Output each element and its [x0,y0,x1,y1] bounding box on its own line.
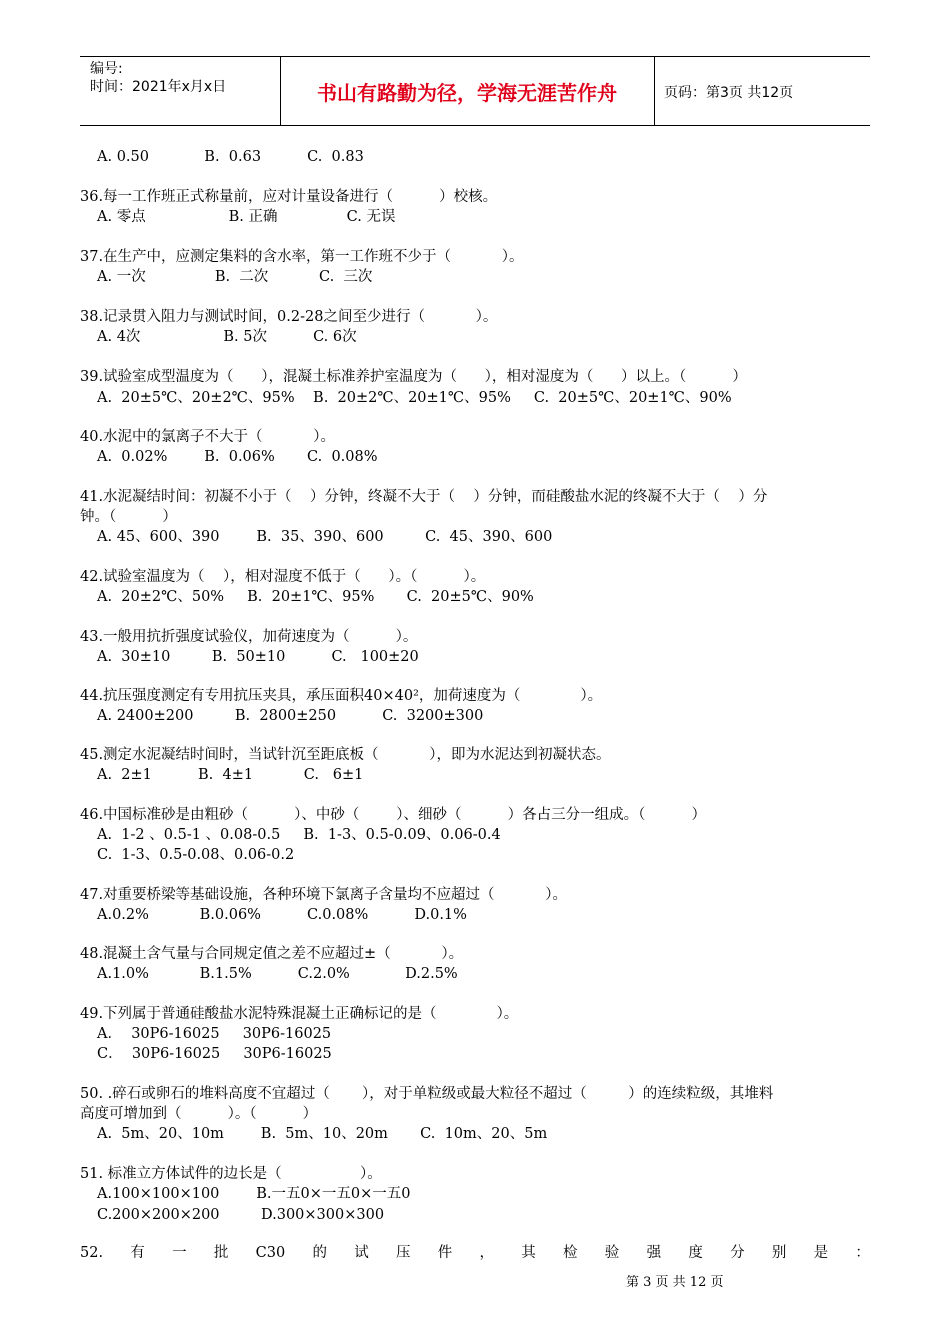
option-line: C.200×200×200 D.300×300×300 [97,1207,385,1223]
question-line: 49.下列属于普通硅酸盐水泥特殊混凝土正确标记的是（ ）。 [80,1006,519,1022]
question-line: 48.混凝土含气量与合同规定值之差不应超过±（ ）。 [80,946,464,962]
question-line: 36.每一工作班正式称量前，应对计量设备进行（ ）校核。 [80,189,498,205]
question-line: 39.试验室成型温度为（ ），混凝土标准养护室温度为（ ），相对湿度为（ ）以上。（ ） [80,369,747,385]
page-header [80,56,870,126]
option-line: A. 0.02% B. 0.06% C. 0.08% [97,449,378,465]
question-52-token: 一 [172,1245,187,1261]
question-line: 钟。（ ） [80,509,177,525]
option-line: A.0.2% B.0.06% C.0.08% D.0.1% [97,907,467,923]
question-line: 47.对重要桥梁等基础设施，各种环境下氯离子含量均不应超过（ ）。 [80,887,568,903]
question-line: 51. 标准立方体试件的边长是（ ）。 [80,1166,382,1182]
question-52-token: ， [479,1245,494,1261]
question-line: 38.记录贯入阻力与测试时间，0.2-28之间至少进行（ ）。 [80,309,498,325]
option-line: A. 45、600、390 B. 35、390、600 C. 45、390、600 [97,529,553,545]
number-label: 编号: [90,61,123,77]
option-line: A. 0.50 B. 0.63 C. 0.83 [97,149,364,165]
question-52-token: 分 [730,1245,745,1261]
option-line: A. 2±1 B. 4±1 C. 6±1 [97,767,364,783]
question-52-token: 强 [646,1245,662,1261]
question-52-token: 检 [563,1245,578,1261]
header-page-info: 页码：第3页 共12页 [664,85,794,101]
option-line: A. 4次 B. 5次 C. 6次 [97,329,357,345]
question-line: 46.中国标准砂是由粗砂（ ）、中砂（ ）、细砂（ ）各占三分一组成。（ ） [80,807,706,823]
question-52-token: 批 [213,1245,229,1261]
question-52-token: 其 [521,1245,536,1261]
question-line: 45.测定水泥凝结时间时，当试针沉至距底板（ ），即为水泥达到初凝状态。 [80,747,611,763]
option-line: C． 30P6-16025 30P6-16025 [97,1046,332,1062]
option-line: A. 5m、20、10m B. 5m、10、20m C. 10m、20、5m [97,1126,548,1142]
option-line: A. 零点 B. 正确 C. 无误 [97,209,396,225]
question-52-token: 别 [771,1245,787,1261]
question-line: 44.抗压强度测定有专用抗压夹具，承压面积40×40²，加荷速度为（ ）。 [80,688,603,704]
option-line: A. 30±10 B. 50±10 C. 100±20 [97,649,419,665]
question-52-token: 试 [354,1245,369,1261]
option-line: A.100×100×100 B.一五0×一五0×一五0 [97,1186,411,1202]
question-52-token: C30 [255,1245,286,1261]
option-line: A. 2400±200 B. 2800±250 C. 3200±300 [97,708,484,724]
page-footer: 第 3 页 共 12 页 [626,1275,724,1290]
question-line: 高度可增加到（ ）。（ ） [80,1106,318,1122]
question-52-token: 52. [80,1245,104,1261]
question-52-token: 度 [688,1245,703,1261]
question-52-token: 验 [604,1245,620,1261]
question-52-token: ： [855,1245,870,1261]
question-52-token: 是 [813,1245,829,1261]
option-line: C. 1-3、0.5-0.08、0.06-0.2 [97,847,295,863]
option-line: A． 30P6-16025 30P6-16025 [97,1026,332,1042]
question-52-token: 件 [437,1245,453,1261]
option-line: A. 20±2℃、50% B. 20±1℃、95% C. 20±5℃、90% [97,589,534,605]
option-line: A.1.0% B.1.5% C.2.0% D.2.5% [97,966,458,982]
header-meta [90,60,226,96]
question-52-token: 的 [312,1245,327,1261]
question-line: 43.一般用抗折强度试验仪，加荷速度为（ ）。 [80,629,418,645]
question-52-token: 压 [395,1245,411,1261]
question-line: 50. .碎石或卵石的堆料高度不宜超过（ ），对于单粒级或最大粒径不超过（ ）的连续粒级，其堆料 [80,1086,774,1102]
question-line: 37.在生产中，应测定集料的含水率，第一工作班不少于（ ）。 [80,249,524,265]
question-line: 40.水泥中的氯离子不大于（ ）。 [80,429,336,445]
header-divider [654,57,655,125]
question-52-token: 有 [130,1245,145,1261]
option-line: A. 20±5℃、20±2℃、95% B. 20±2℃、20±1℃、95% C. 20±5℃、20±1℃、90% [97,390,732,406]
question-line: 41.水泥凝结时间：初凝不小于（ ）分钟，终凝不大于（ ）分钟，而硅酸盐水泥的终凝不大于（ ）分 [80,489,768,505]
question-line: 42.试验室温度为（ ），相对湿度不低于（ ）。（ ）。 [80,569,486,585]
option-line: A. 一次 B. 二次 C. 三次 [97,269,373,285]
question-line-52 [80,1244,870,1262]
header-motto: 书山有路勤为径，学海无涯苦作舟 [317,81,617,105]
time-label: 时间：2021年x月x日 [90,79,227,95]
option-line: A. 1-2 、0.5-1 、0.08-0.5 B. 1-3、0.5-0.09、0.06-0.4 [97,827,501,843]
